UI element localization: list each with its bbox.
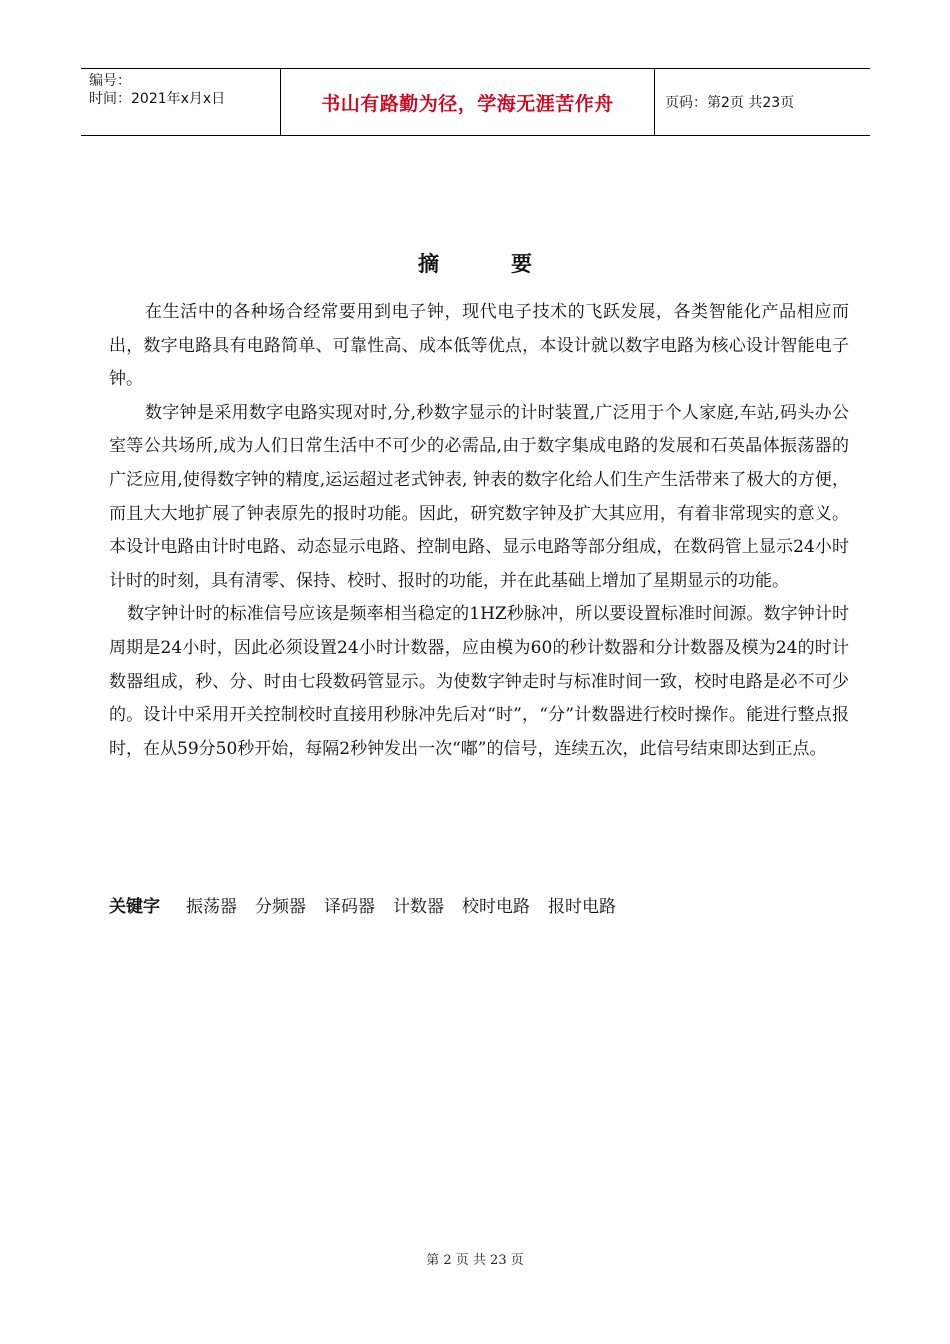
keywords-line <box>109 892 634 917</box>
paragraph-1: 在生活中的各种场合经常要用到电子钟，现代电子技术的飞跃发展，各类智能化产品相应而出，数字电路具有电路简单、可靠性高、成本低等优点，本设计就以数字电路为核心设计智能电子钟。 <box>109 302 849 390</box>
serial-label: 编号： <box>89 73 131 89</box>
header-meta <box>81 69 281 135</box>
paragraph-2: 数字钟是采用数字电路实现对时,分,秒数字显示的计时装置,广泛用于个人家庭,车站,码头办公室等公共场所,成为人们日常生活中不可少的必需品,由于数字集成电路的发展和石英晶体振荡器的广泛应用,使得数字钟的精度,运运超过老式钟表, 钟表的数字化给人们生产生活带来了极大的方便，而且大大地扩展了钟表原先的报时功能。因此，研究数字钟及扩大其应用，有着非常现实的意义。本设计电路由计时电路、动态显示电路、控制电路、显示电路等部分组成，在数码管上显示24小时计时的时刻，具有清零、保持、校时、报时的功能，并在此基础上增加了星期显示的功能。 <box>109 402 849 591</box>
section-title <box>0 248 950 278</box>
keyword-item: 计数器 <box>393 897 444 917</box>
document-header <box>81 68 870 136</box>
keyword-item: 振荡器 <box>186 897 237 917</box>
date-line: 时间：2021年x月x日 <box>89 91 226 107</box>
keywords-label: 关键字 <box>109 897 160 917</box>
keyword-item: 校时电路 <box>462 897 530 917</box>
title-char-1: 摘 <box>418 252 439 276</box>
keyword-item: 报时电路 <box>548 897 616 917</box>
title-char-2: 要 <box>511 252 532 276</box>
keyword-item: 分频器 <box>255 897 306 917</box>
keyword-item: 译码器 <box>324 897 375 917</box>
paragraph-3: 数字钟计时的标准信号应该是频率相当稳定的1HZ秒脉冲，所以要设置标准时间源。数字钟计时周期是24小时，因此必须设置24小时计数器，应由模为60的秒计数器和分计数器及模为24的时计数器组成，秒、分、时由七段数码管显示。为使数字钟走时与标准时间一致，校时电路是必不可少的。设计中采用开关控制校时直接用秒脉冲先后对“时”，“分”计数器进行校时操作。能进行整点报时，在从59分50秒开始，每隔2秒钟发出一次“嘟”的信号，连续五次，此信号结束即达到正点。 <box>109 604 849 759</box>
page-footer: 第 2 页 共 23 页 <box>426 1253 524 1268</box>
header-page-info: 页码：第2页 共23页 <box>665 95 795 111</box>
header-motto: 书山有路勤为径，学海无涯苦作舟 <box>281 69 655 135</box>
abstract-body <box>109 296 849 766</box>
